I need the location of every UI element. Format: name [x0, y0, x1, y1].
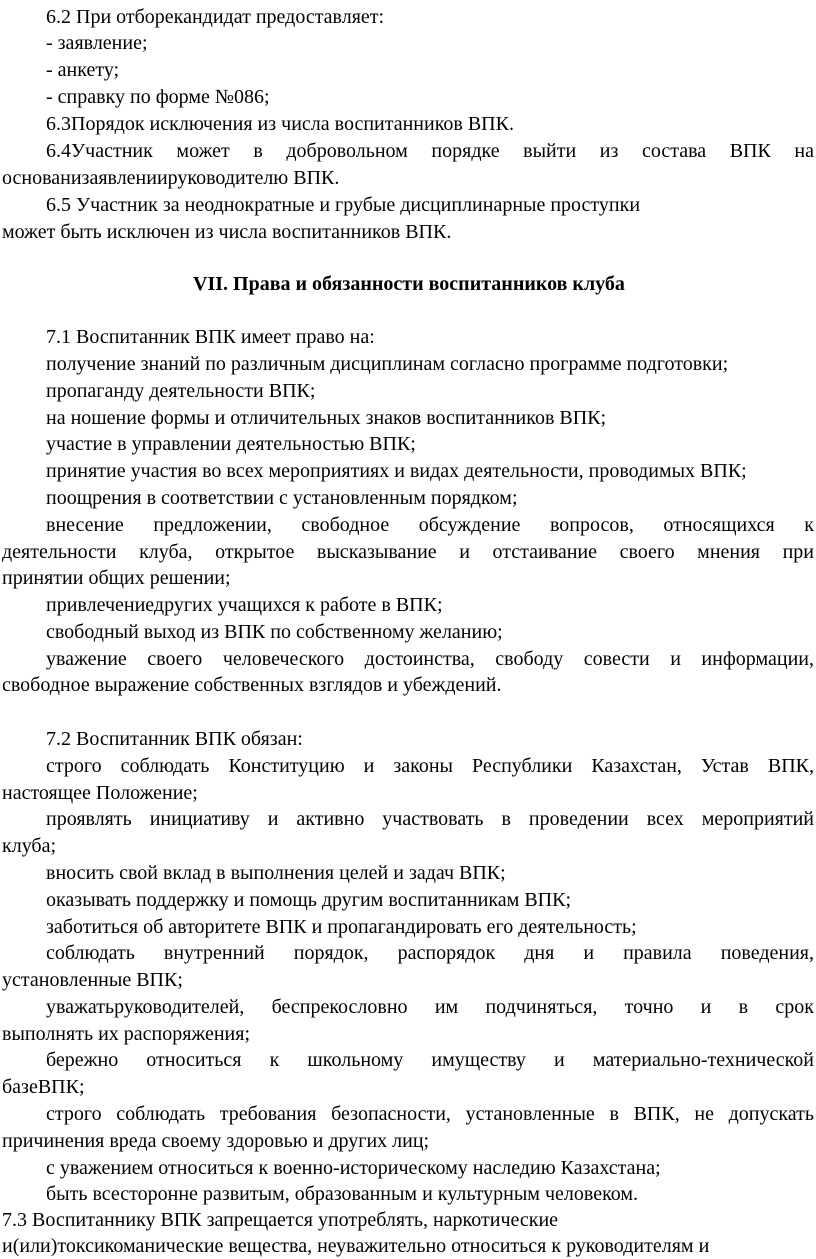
list-item: строго соблюдать Конституцию и законы Республики Казахстан, Устав ВПК,	[46, 755, 814, 777]
list-item: свободный выход из ВПК по собственному желанию;	[46, 621, 503, 643]
list-item: уважение своего человеческого достоинства, свободу совести и информации,	[46, 648, 814, 670]
list-item: уважатьруководителей, беспрекословно им подчиняться, точно и в срок	[46, 996, 814, 1018]
list-item: бережно относиться к школьному имуществу и материально-технической	[46, 1049, 814, 1071]
list-item-continuation: принятии общих решении;	[2, 567, 231, 589]
list-item-continuation: настоящее Положение;	[2, 782, 198, 804]
text-line: 6.5 Участник за неоднократные и грубые дисциплинарные проступки	[46, 194, 641, 216]
text-line: 6.2 При отборекандидат предоставляет:	[46, 6, 385, 28]
list-item: получение знаний по различным дисциплинам согласно программе подготовки;	[46, 353, 729, 375]
list-item-continuation: выполнять их распоряжения;	[2, 1023, 251, 1045]
list-item-continuation: свободное выражение собственных взглядов и убеждений.	[2, 674, 502, 696]
list-item-continuation: причинения вреда своему здоровью и других лиц;	[2, 1130, 430, 1152]
text-line: 6.3Порядок исключения из числа воспитанников ВПК.	[46, 113, 514, 135]
list-item: пропаганду деятельности ВПК;	[46, 380, 316, 402]
list-item: поощрения в соответствии с установленным порядком;	[46, 487, 518, 509]
list-item: вносить свой вклад в выполнения целей и задач ВПК;	[46, 862, 506, 884]
text-line: 7.1 Воспитанник ВПК имеет право на:	[46, 326, 375, 348]
list-item: быть всесторонне развитым, образованным и культурным человеком.	[46, 1183, 639, 1205]
list-item: принятие участия во всех мероприятиях и видах деятельности, проводимых ВПК;	[46, 460, 747, 482]
list-item: заботиться об авторитете ВПК и пропагандировать его деятельность;	[46, 916, 637, 938]
list-item: соблюдать внутренний порядок, распорядок дня и правила поведения,	[46, 942, 814, 964]
list-item-continuation: деятельности клуба, открытое высказывание и отстаивание своего мнения при	[2, 541, 814, 563]
list-item-continuation: установленные ВПК;	[2, 969, 183, 991]
list-item: - анкету;	[46, 59, 120, 81]
list-item: с уважением относиться к военно-историческому наследию Казахстана;	[46, 1157, 661, 1179]
list-item: на ношение формы и отличительных знаков воспитанников ВПК;	[46, 407, 607, 429]
text-line: 7.3 Воспитаннику ВПК запрещается употреблять, наркотические	[2, 1209, 559, 1231]
list-item: - справку по форме №086;	[46, 86, 270, 108]
list-item: оказывать поддержку и помощь другим воспитанникам ВПК;	[46, 889, 571, 911]
text-line: может быть исключен из числа воспитанников ВПК.	[2, 221, 452, 243]
text-line: основанизаявлениируководителю ВПК.	[2, 167, 340, 189]
text-line: 7.2 Воспитанник ВПК обязан:	[46, 728, 303, 750]
list-item: проявлять инициативу и активно участвовать в проведении всех мероприятий	[46, 808, 814, 830]
section-heading: VII. Права и обязанности воспитанников клуба	[193, 273, 625, 295]
list-item: строго соблюдать требования безопасности, установленные в ВПК, не допускать	[46, 1103, 814, 1125]
list-item-continuation: базеВПК;	[2, 1076, 85, 1098]
list-item-continuation: клуба;	[2, 835, 57, 857]
list-item: - заявление;	[46, 32, 148, 54]
list-item: внесение предложении, свободное обсуждение вопросов, относящихся к	[46, 514, 814, 536]
list-item: привлечениедругих учащихся к работе в ВПК;	[46, 594, 443, 616]
text-line: 6.4Участник может в добровольном порядке выйти из состава ВПК на	[46, 140, 814, 162]
list-item: участие в управлении деятельностью ВПК;	[46, 433, 416, 455]
text-line: и(или)токсикоманические вещества, неуважительно относиться к руководителям и	[2, 1235, 710, 1257]
